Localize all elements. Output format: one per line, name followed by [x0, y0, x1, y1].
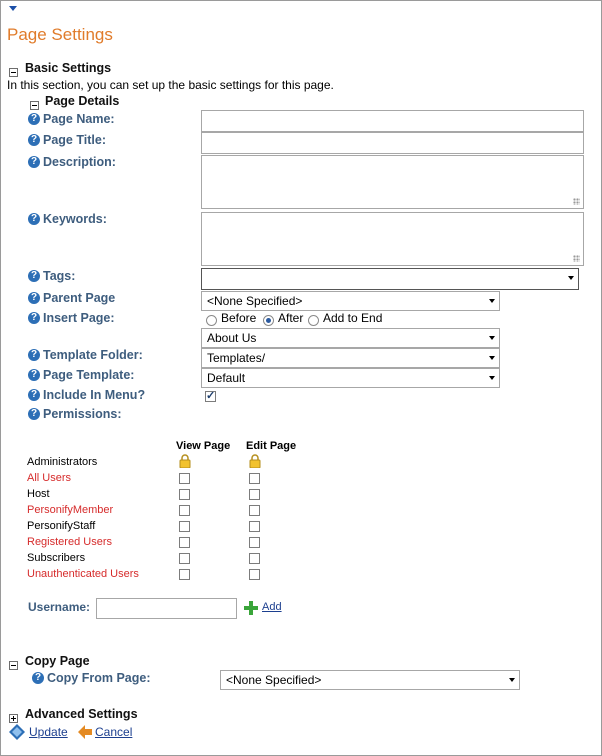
cancel-link[interactable]: Cancel: [95, 725, 133, 739]
page-name-input[interactable]: [201, 110, 584, 132]
update-diamond-icon[interactable]: [9, 724, 25, 740]
page-name-label: Page Name:: [43, 112, 115, 126]
edit-permission-checkbox[interactable]: [249, 553, 260, 564]
edit-permission-checkbox[interactable]: [249, 569, 260, 580]
basic-settings-intro: In this section, you can set up the basic settings for this page.: [7, 78, 334, 92]
template-folder-label: Template Folder:: [43, 348, 143, 362]
radio-add-to-end-label: Add to End: [323, 311, 383, 325]
insert-page-label: Insert Page:: [43, 311, 115, 325]
lock-icon: [249, 454, 261, 468]
view-permission-checkbox[interactable]: [179, 553, 190, 564]
help-icon[interactable]: ?: [28, 292, 40, 304]
radio-add-to-end[interactable]: [308, 315, 319, 326]
help-icon[interactable]: ?: [32, 672, 44, 684]
help-icon[interactable]: ?: [28, 349, 40, 361]
page-details-heading: Page Details: [45, 94, 120, 108]
description-textarea[interactable]: [201, 155, 584, 209]
basic-settings-heading: Basic Settings: [25, 61, 112, 75]
update-link[interactable]: Update: [29, 725, 68, 739]
chevron-down-icon: [489, 356, 495, 360]
help-icon[interactable]: ?: [28, 156, 40, 168]
edit-page-column-header: Edit Page: [246, 440, 297, 452]
view-permission-checkbox[interactable]: [179, 473, 190, 484]
radio-before[interactable]: [206, 315, 217, 326]
permission-role-name: Host: [27, 488, 50, 500]
page-title: Page Settings: [7, 25, 113, 44]
permission-role-name: Registered Users: [27, 536, 112, 548]
keywords-label: Keywords:: [43, 212, 107, 226]
collapse-caret-icon[interactable]: [9, 6, 17, 11]
expand-advanced-icon[interactable]: [9, 714, 18, 723]
help-icon[interactable]: ?: [28, 369, 40, 381]
parent-page-label: Parent Page: [43, 291, 116, 305]
permission-role-name: PersonifyStaff: [27, 520, 96, 532]
radio-after-label: After: [278, 311, 304, 325]
page-title-input[interactable]: [201, 132, 584, 154]
edit-permission-checkbox[interactable]: [249, 521, 260, 532]
tags-label: Tags:: [43, 269, 76, 283]
chevron-down-icon: [509, 678, 515, 682]
chevron-down-icon: [489, 336, 495, 340]
help-icon[interactable]: ?: [28, 270, 40, 282]
chevron-down-icon: [489, 299, 495, 303]
permission-role-name: Administrators: [27, 456, 98, 468]
tags-dropdown[interactable]: [201, 268, 579, 290]
advanced-settings-heading: Advanced Settings: [25, 707, 138, 721]
radio-before-label: Before: [221, 311, 257, 325]
copy-from-page-select[interactable]: <None Specified>: [220, 670, 520, 690]
help-icon[interactable]: ?: [28, 312, 40, 324]
edit-permission-checkbox[interactable]: [249, 505, 260, 516]
insert-page-select[interactable]: About Us: [201, 328, 500, 348]
include-in-menu-label: Include In Menu?: [43, 388, 146, 402]
view-permission-checkbox[interactable]: [179, 521, 190, 532]
collapse-basic-icon[interactable]: [9, 68, 18, 77]
help-icon[interactable]: ?: [28, 408, 40, 420]
view-permission-checkbox[interactable]: [179, 489, 190, 500]
copy-from-page-label: Copy From Page:: [47, 671, 151, 685]
username-label: Username:: [28, 600, 91, 614]
resize-grip-icon[interactable]: [573, 198, 580, 205]
help-icon[interactable]: ?: [28, 113, 40, 125]
collapse-copy-page-icon[interactable]: [9, 661, 18, 670]
resize-grip-icon[interactable]: [573, 255, 580, 262]
collapse-page-details-icon[interactable]: [30, 101, 39, 110]
add-user-link[interactable]: Add: [262, 601, 282, 613]
permissions-label: Permissions:: [43, 407, 122, 421]
keywords-textarea[interactable]: [201, 212, 584, 266]
view-permission-checkbox[interactable]: [179, 537, 190, 548]
chevron-down-icon: [568, 276, 574, 280]
edit-permission-checkbox[interactable]: [249, 489, 260, 500]
edit-permission-checkbox[interactable]: [249, 473, 260, 484]
help-icon[interactable]: ?: [28, 134, 40, 146]
page-template-label: Page Template:: [43, 368, 135, 382]
parent-page-select[interactable]: <None Specified>: [201, 291, 500, 311]
view-permission-checkbox[interactable]: [179, 505, 190, 516]
cancel-arrow-icon[interactable]: [78, 725, 92, 739]
view-page-column-header: View Page: [176, 440, 231, 452]
permission-role-name: Unauthenticated Users: [27, 568, 139, 580]
description-label: Description:: [43, 155, 116, 169]
edit-permission-checkbox[interactable]: [249, 537, 260, 548]
radio-after[interactable]: [263, 315, 274, 326]
permission-role-name: PersonifyMember: [27, 504, 114, 516]
permission-role-name: Subscribers: [27, 552, 86, 564]
add-plus-icon[interactable]: [244, 601, 258, 615]
lock-icon: [179, 454, 191, 468]
help-icon[interactable]: ?: [28, 213, 40, 225]
copy-page-heading: Copy Page: [25, 654, 90, 668]
page-title-label: Page Title:: [43, 133, 106, 147]
permission-role-name: All Users: [27, 472, 72, 484]
include-in-menu-checkbox[interactable]: [205, 391, 216, 402]
chevron-down-icon: [489, 376, 495, 380]
help-icon[interactable]: ?: [28, 389, 40, 401]
template-folder-select[interactable]: Templates/: [201, 348, 500, 368]
view-permission-checkbox[interactable]: [179, 569, 190, 580]
page-template-select[interactable]: Default: [201, 368, 500, 388]
username-input[interactable]: [96, 598, 237, 619]
